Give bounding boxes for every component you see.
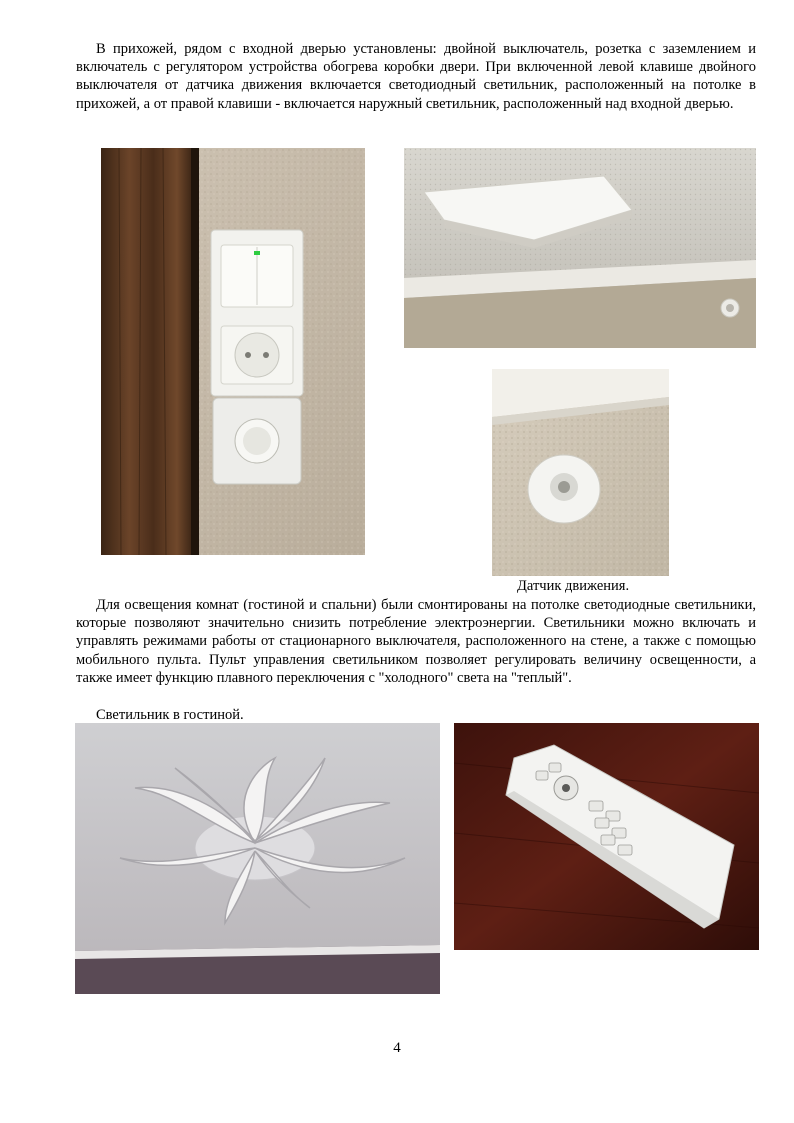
intro-paragraph: В прихожей, рядом с входной дверью установлены: двойной выключатель, розетка с заземлением и включатель с регулятором устройства обогрева коробки двери. При включенной левой клавише двойного выключателя от датчика движения включается светодиодный светильник, расположенный на потолке в прихожей, а от правой клавиши - включается наружный светильник, расположенный над входной дверью. <box>76 41 756 112</box>
motion-sensor-caption: Датчик движения. <box>517 578 630 594</box>
ceiling-light-photo <box>404 148 756 348</box>
switch-socket-photo <box>101 148 365 555</box>
remote-control-photo <box>454 723 759 950</box>
living-room-chandelier-photo <box>75 723 440 994</box>
lighting-paragraph: Для освещения комнат (гостиной и спальни) были смонтированы на потолке светодиодные светильники, которые позволяют значительно снизить потребление электроэнергии. Светильники можно включать и управлять режимами работы от стационарного выключателя, расположенного на стене, а также с помощью мобильного пульта. Пульт управления светильником позволяет регулировать величину освещенности, а также имеет функцию плавного переключения с "холодного" света на "теплый". <box>76 597 756 686</box>
page-number: 4 <box>393 1040 401 1056</box>
motion-sensor-photo <box>492 369 669 576</box>
living-room-caption: Светильник в гостиной. <box>96 707 244 723</box>
